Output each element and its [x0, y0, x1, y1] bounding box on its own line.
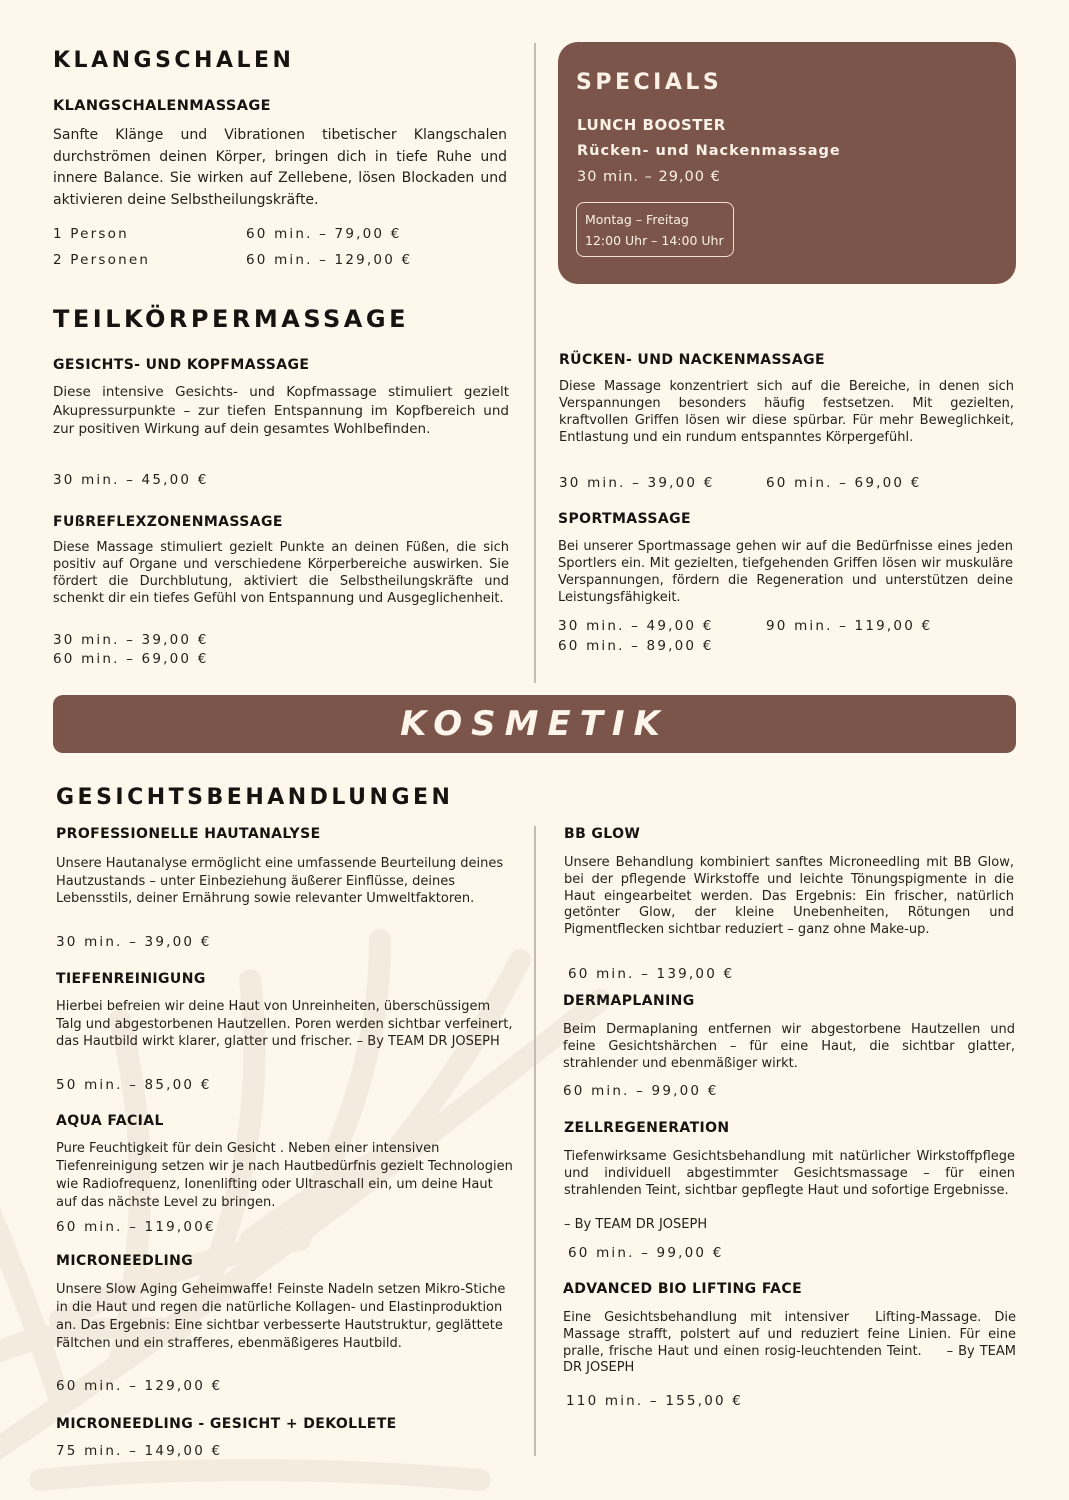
service-description: Pure Feuchtigkeit für dein Gesicht . Neben einer intensiven Tiefenreinigung setzen wir je nach Hautbedürfnis gezielt Technologien wie Radiofrequenz, Ionenlifting oder Ultraschall ein, um deine Haut auf das nächste Level zu bringen. — [56, 1141, 513, 1210]
service-name: ZELLREGENERATION — [564, 1120, 730, 1136]
service-price: 30 min. – 39,00 € — [53, 632, 209, 648]
section-title-gesichtsbehandlungen: GESICHTSBEHANDLUNGEN — [56, 785, 454, 810]
service-name: RÜCKEN- UND NACKENMASSAGE — [559, 352, 825, 368]
service-price: 60 min. – 89,00 € — [558, 638, 714, 654]
service-description: Unsere Behandlung kombiniert sanftes Microneedling mit BB Glow, bei der pflegende Wirkstoffe und leichte Tönungspigmente in die Haut eingearbeitet werden. Das Ergebnis: Ein frischer, natürlich getönter Glow, der kleine Unebenheiten, Rötungen und Pigmentflecken sichtbar reduziert – ganz ohne Make-up. — [564, 855, 1014, 938]
special-hours: 12:00 Uhr – 14:00 Uhr — [585, 233, 724, 248]
service-description: Unsere Hautanalyse ermöglicht eine umfassende Beurteilung deines Hautzustands – unter Einbeziehung äußerer Einflüsse, deines Lebensstils, deiner Ernährung sowie relevanter Umweltfaktoren. — [56, 856, 504, 906]
service-price: 60 min. – 129,00 € — [56, 1378, 223, 1394]
service-name: TIEFENREINIGUNG — [56, 971, 206, 987]
service-price: 60 min. – 99,00 € — [563, 1083, 719, 1099]
special-days: Montag – Freitag — [585, 212, 689, 227]
service-credit: – By TEAM DR JOSEPH — [564, 1217, 708, 1232]
service-price: 90 min. – 119,00 € — [766, 618, 933, 634]
kosmetik-title: KOSMETIK — [400, 704, 669, 744]
special-name: LUNCH BOOSTER — [577, 116, 726, 134]
service-price: 30 min. – 49,00 € — [558, 618, 714, 634]
service-price: 110 min. – 155,00 € — [566, 1393, 744, 1409]
service-description: Diese intensive Gesichts- und Kopfmassage stimuliert gezielt Akupressurpunkte – zur tiefen Entspannung im Kopfbereich und zur positiven Wirkung auf dein gesamtes Wohlbefinden. — [53, 384, 509, 437]
service-name: BB GLOW — [564, 826, 641, 842]
price-value: 60 min. – 79,00 € — [246, 226, 402, 242]
specials-card — [558, 42, 1016, 284]
service-name: SPORTMASSAGE — [558, 511, 691, 527]
service-description: Unsere Slow Aging Geheimwaffe! Feinste Nadeln setzen Mikro-Stiche in die Haut und regen die natürliche Kollagen- und Elastinproduktion an. Das Ergebnis: Eine sichtbar verbesserte Hautstruktur, geglättete Fältchen und ein strafferes, ebenmäßigeres Hautbild. — [56, 1282, 506, 1351]
service-price: 30 min. – 39,00 € — [56, 934, 212, 950]
service-price: 60 min. – 139,00 € — [568, 966, 735, 982]
service-description: Diese Massage stimuliert gezielt Punkte an deinen Füßen, die sich positiv auf Organe und verschiedene Körperbereiche auswirken. Sie fördert die Durchblutung, aktiviert die Selbstheilungskräfte und schenkt dir ein tiefes Gefühl von Entspannung und Ausgeglichenheit. — [53, 540, 509, 606]
service-price: 60 min. – 119,00€ — [56, 1219, 216, 1235]
service-name: ADVANCED BIO LIFTING FACE — [563, 1281, 803, 1297]
special-price: 30 min. – 29,00 € — [577, 169, 721, 185]
price-value: 60 min. – 129,00 € — [246, 252, 413, 268]
kosmetik-banner — [53, 695, 1016, 753]
column-divider — [534, 826, 536, 1456]
special-subtitle: Rücken- und Nackenmassage — [577, 143, 841, 159]
service-price: 60 min. – 69,00 € — [53, 651, 209, 667]
service-name: DERMAPLANING — [563, 993, 695, 1009]
column-divider — [534, 43, 536, 683]
service-description: Sanfte Klänge und Vibrationen tibetischer Klangschalen durchströmen deinen Körper, bringen dich in tiefe Ruhe und innere Balance. Sie wirken auf Zellebene, lösen Blockaden und aktivieren deine Selbstheilungskräfte. — [53, 127, 507, 208]
service-description: Beim Dermaplaning entfernen wir abgestorbene Hautzellen und feine Gesichtshärchen – für eine Haut, die sichtbar glatter, strahlender und ebenmäßiger wirkt. — [563, 1022, 1015, 1071]
service-name: GESICHTS- UND KOPFMASSAGE — [53, 357, 310, 373]
service-price: 30 min. – 39,00 € — [559, 475, 715, 491]
specials-title: SPECIALS — [576, 70, 723, 95]
service-description: Hierbei befreien wir deine Haut von Unreinheiten, überschüssigem Talg und abgestorbenen Hautzellen. Poren werden sichtbar verfeinert, das Hautbild wirkt klarer, glatter und frischer. – By TEAM DR JOSEPH — [56, 999, 513, 1049]
service-name: AQUA FACIAL — [56, 1113, 164, 1129]
section-title-teilkoerper: TEILKÖRPERMASSAGE — [53, 305, 409, 333]
service-price: 50 min. – 85,00 € — [56, 1077, 212, 1093]
service-price: 75 min. – 149,00 € — [56, 1443, 223, 1459]
service-name: PROFESSIONELLE HAUTANALYSE — [56, 826, 321, 842]
section-title-klangschalen: KLANGSCHALEN — [53, 48, 295, 73]
service-description: Eine Gesichtsbehandlung mit intensiver Lifting-Massage. Die Massage strafft, polstert auf und reduziert feine Linien. Für eine pralle, frische Haut und einen rosig-leuchtenden Teint. – By TEAM DR JOSEPH — [563, 1310, 1021, 1376]
price-label: 1 Person — [53, 226, 129, 242]
service-name: MICRONEEDLING - GESICHT + DEKOLLETE — [56, 1416, 397, 1432]
special-hours-box — [576, 202, 734, 257]
service-price: 60 min. – 99,00 € — [568, 1245, 724, 1261]
service-name: FUßREFLEXZONENMASSAGE — [53, 514, 283, 530]
service-name: KLANGSCHALENMASSAGE — [53, 98, 271, 114]
service-price: 60 min. – 69,00 € — [766, 475, 922, 491]
service-price: 30 min. – 45,00 € — [53, 472, 209, 488]
service-description: Tiefenwirksame Gesichtsbehandlung mit natürlicher Wirkstoffpflege und individuell abgestimmter Gesichtsmassage – für einen strahlenden Teint, sichtbar gepflegte Haut und sofortige Ergebnisse. — [564, 1149, 1015, 1198]
service-description: Bei unserer Sportmassage gehen wir auf die Bedürfnisse eines jeden Sportlers ein. Mit gezielten, tiefgehenden Griffen lösen wir muskuläre Verspannungen, fördern die Regeneration und unterstützen deine Leistungsfähigkeit. — [558, 539, 1013, 605]
service-name: MICRONEEDLING — [56, 1253, 194, 1269]
service-description: Diese Massage konzentriert sich auf die Bereiche, in denen sich Verspannungen besonders häufig festsetzen. Mit gezielten, kraftvollen Griffen lösen wir diese spürbar. Für mehr Beweglichkeit, Entlastung und ein rundum entspanntes Körpergefühl. — [559, 379, 1014, 445]
price-label: 2 Personen — [53, 252, 151, 268]
